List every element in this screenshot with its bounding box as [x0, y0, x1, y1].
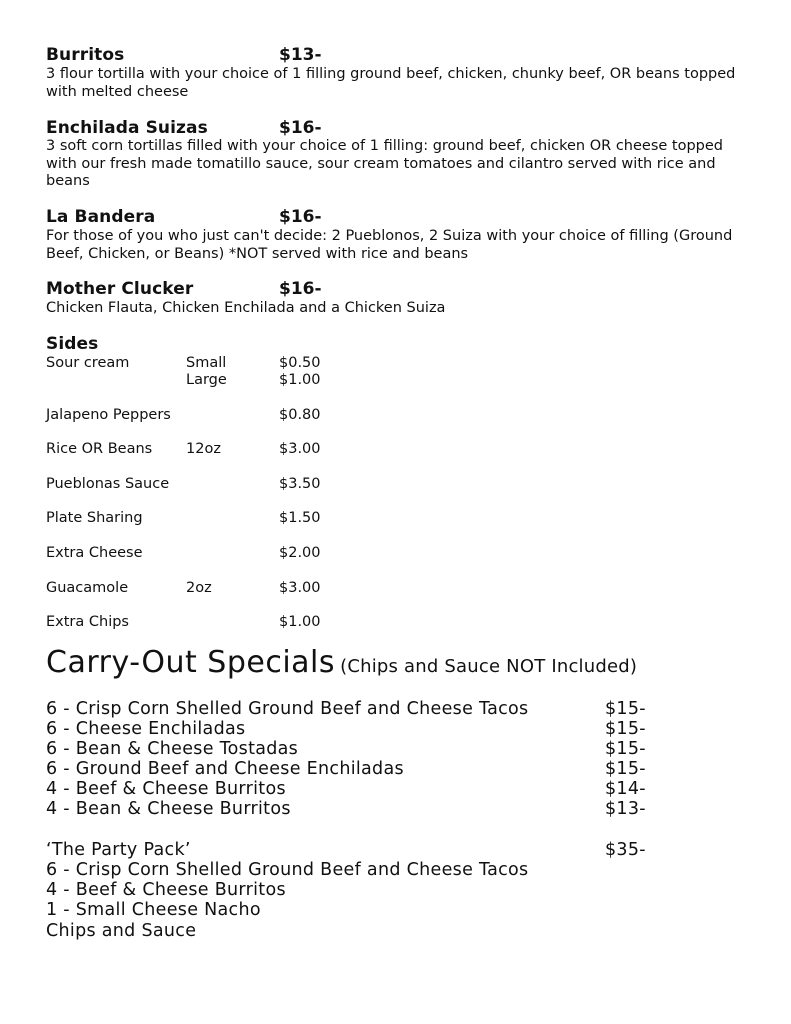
side-name: Rice OR Beans — [46, 441, 153, 457]
side-price: $2.00 — [279, 545, 321, 561]
menu-item-name: Mother Clucker — [46, 279, 194, 299]
carry-out-item-price: $15- — [605, 699, 646, 719]
carry-out-item-name: 6 - Crisp Corn Shelled Ground Beef and Cheese Tacos — [46, 699, 529, 719]
carry-out-item-name: 6 - Ground Beef and Cheese Enchiladas — [46, 759, 404, 779]
menu-item-price: $16- — [279, 279, 322, 299]
side-price: $3.50 — [279, 476, 321, 492]
side-price: $3.00 — [279, 441, 321, 457]
carry-out-item-name: 4 - Beef & Cheese Burritos — [46, 779, 286, 799]
party-pack-content: 1 - Small Cheese Nacho — [46, 900, 261, 920]
menu-item-name: Enchilada Suizas — [46, 118, 208, 138]
carry-out-heading — [46, 645, 637, 680]
party-pack-price: $35- — [605, 840, 646, 860]
side-name: Sour cream — [46, 355, 130, 371]
carry-out-title: Carry-Out Specials — [46, 645, 336, 680]
carry-out-note: (Chips and Sauce NOT Included) — [340, 656, 638, 677]
side-name: Guacamole — [46, 580, 129, 596]
party-pack-content: 4 - Beef & Cheese Burritos — [46, 880, 286, 900]
party-pack-name: ‘The Party Pack’ — [46, 840, 191, 860]
side-name: Jalapeno Peppers — [46, 407, 171, 423]
party-pack-content: Chips and Sauce — [46, 921, 197, 941]
carry-out-item-price: $15- — [605, 719, 646, 739]
menu-item-description: 3 flour tortilla with your choice of 1 filling ground beef, chicken, chunky beef, OR beans topped with melted cheese — [46, 66, 736, 100]
side-price: $0.80 — [279, 407, 321, 423]
side-price: $1.50 — [279, 510, 321, 526]
carry-out-item-price: $14- — [605, 779, 646, 799]
side-size: Small — [186, 355, 227, 371]
side-name: Plate Sharing — [46, 510, 143, 526]
side-size: 2oz — [186, 580, 212, 596]
menu-item-price: $16- — [279, 207, 322, 227]
menu-item-price: $16- — [279, 118, 322, 138]
side-name: Pueblonas Sauce — [46, 476, 170, 492]
side-name: Extra Cheese — [46, 545, 143, 561]
menu-item-price: $13- — [279, 45, 322, 65]
party-pack-content: 6 - Crisp Corn Shelled Ground Beef and Cheese Tacos — [46, 860, 529, 880]
carry-out-item-name: 6 - Bean & Cheese Tostadas — [46, 739, 299, 759]
carry-out-item-price: $13- — [605, 799, 646, 819]
side-size: 12oz — [186, 441, 221, 457]
side-price: $1.00 — [279, 372, 321, 388]
side-price: $1.00 — [279, 614, 321, 630]
carry-out-item-name: 6 - Cheese Enchiladas — [46, 719, 246, 739]
side-price: $3.00 — [279, 580, 321, 596]
side-name: Extra Chips — [46, 614, 129, 630]
carry-out-item-price: $15- — [605, 739, 646, 759]
sides-title: Sides — [46, 334, 99, 354]
side-size: Large — [186, 372, 227, 388]
carry-out-item-name: 4 - Bean & Cheese Burritos — [46, 799, 291, 819]
menu-item-description: 3 soft corn tortillas filled with your choice of 1 filling: ground beef, chicken OR cheese topped with our fresh made tomatillo sauce, sour cream tomatoes and cilantro served with rice and beans — [46, 138, 724, 189]
menu-item-name: La Bandera — [46, 207, 156, 227]
carry-out-item-price: $15- — [605, 759, 646, 779]
menu-item-description: For those of you who just can't decide: 2 Pueblonos, 2 Suiza with your choice of filling (Ground Beef, Chicken, or Beans) *NOT served with rice and beans — [46, 228, 733, 262]
menu-item-name: Burritos — [46, 45, 125, 65]
side-price: $0.50 — [279, 355, 321, 371]
menu-item-description: Chicken Flauta, Chicken Enchilada and a Chicken Suiza — [46, 300, 446, 316]
